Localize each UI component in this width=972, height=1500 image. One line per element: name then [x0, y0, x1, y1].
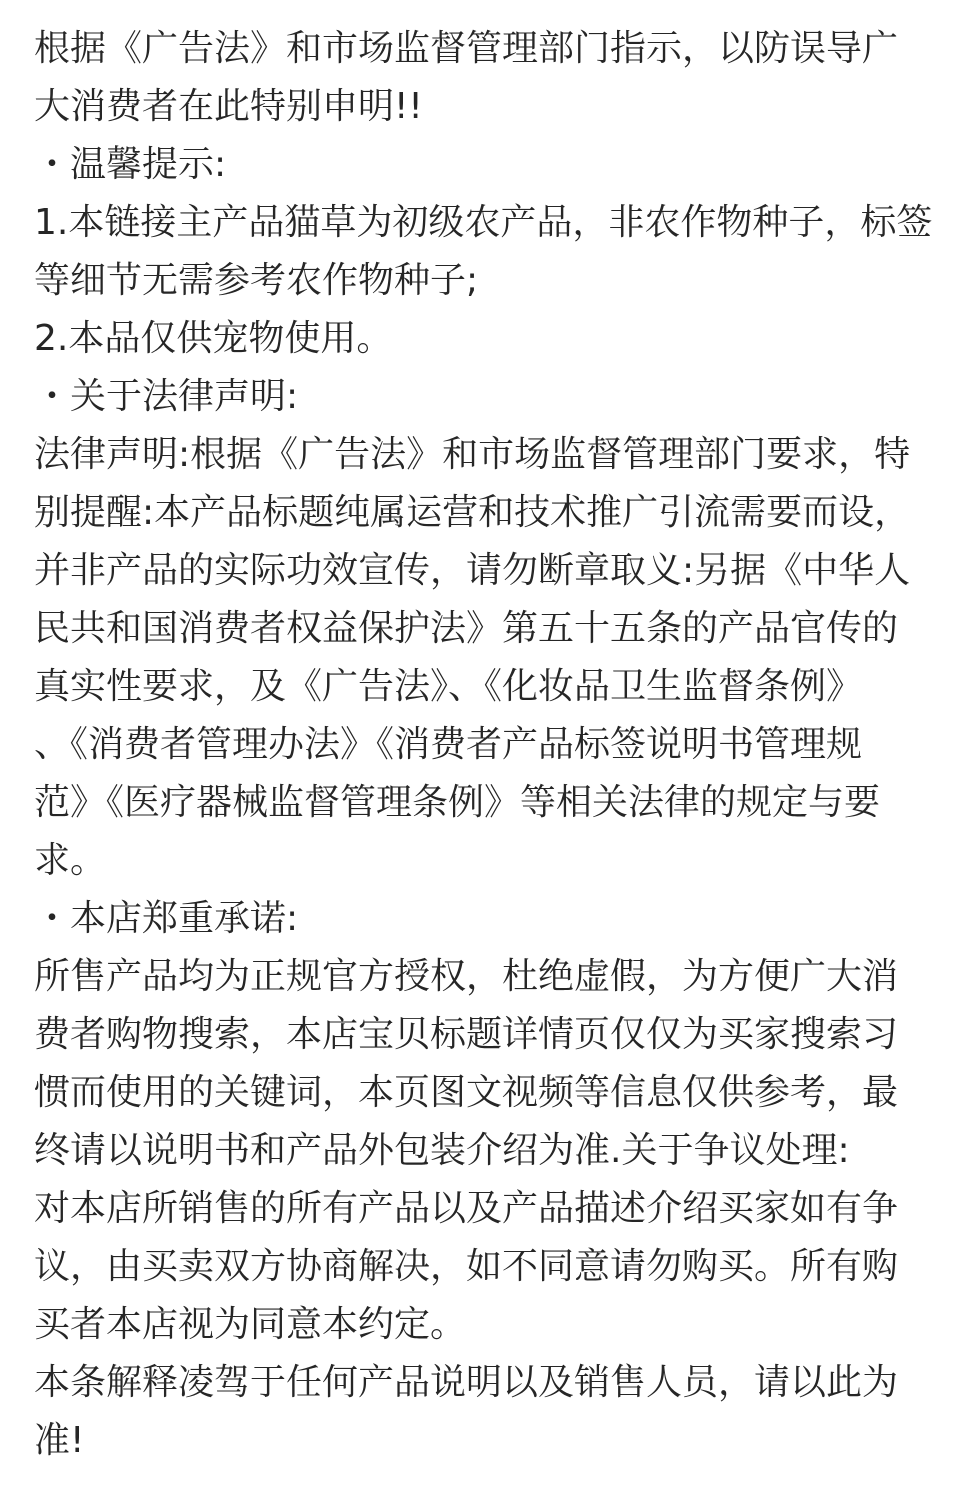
section-heading-promise: ・本店郑重承诺:	[34, 898, 299, 939]
notice-line: 、《消费者管理办法》《消费者产品标签说明书管理规	[34, 724, 863, 765]
notice-line: 真实性要求，及《广告法》、《化妆品卫生监督条例》	[34, 666, 863, 707]
section-heading-tips: ・温馨提示:	[34, 144, 227, 185]
notice-line: 1.本链接主产品猫草为初级农产品，非农作物种子，标签	[34, 202, 933, 243]
notice-line: 惯而使用的关键词，本页图文视频等信息仅供参考，最	[34, 1072, 899, 1113]
notice-line: 费者购物搜索，本店宝贝标题详情页仅仅为买家搜索习	[34, 1014, 899, 1055]
notice-line: 根据《广告法》和市场监督管理部门指示，以防误导广	[34, 28, 899, 69]
notice-line: 终请以说明书和产品外包装介绍为准.关于争议处理:	[34, 1130, 850, 1171]
notice-line: 范》《医疗器械监督管理条例》等相关法律的规定与要	[34, 782, 881, 823]
notice-line: 等细节无需参考农作物种子;	[34, 260, 479, 301]
notice-line: 法律声明:根据《广告法》和市场监督管理部门要求，特	[34, 434, 911, 475]
notice-line: 议，由买卖双方协商解决，如不同意请勿购买。所有购	[34, 1246, 899, 1287]
notice-line: 对本店所销售的所有产品以及产品描述介绍买家如有争	[34, 1188, 899, 1229]
notice-line: 民共和国消费者权益保护法》第五十五条的产品官传的	[34, 608, 899, 649]
notice-line: 求。	[34, 840, 107, 881]
section-heading-legal: ・关于法律声明:	[34, 376, 299, 417]
notice-line: 准!	[34, 1420, 85, 1461]
legal-notice-document	[34, 20, 934, 1470]
notice-line: 并非产品的实际功效宣传，请勿断章取义:另据《中华人	[34, 550, 911, 591]
notice-line: 2.本品仅供宠物使用。	[34, 318, 393, 359]
notice-line: 大消费者在此特别申明!!	[34, 86, 423, 127]
notice-line: 所售产品均为正规官方授权，杜绝虚假，为方便广大消	[34, 956, 899, 997]
notice-line: 别提醒:本产品标题纯属运营和技术推广引流需要而设，	[34, 492, 911, 533]
notice-line: 买者本店视为同意本约定。	[34, 1304, 467, 1345]
notice-line: 本条解释凌驾于任何产品说明以及销售人员，请以此为	[34, 1362, 899, 1403]
